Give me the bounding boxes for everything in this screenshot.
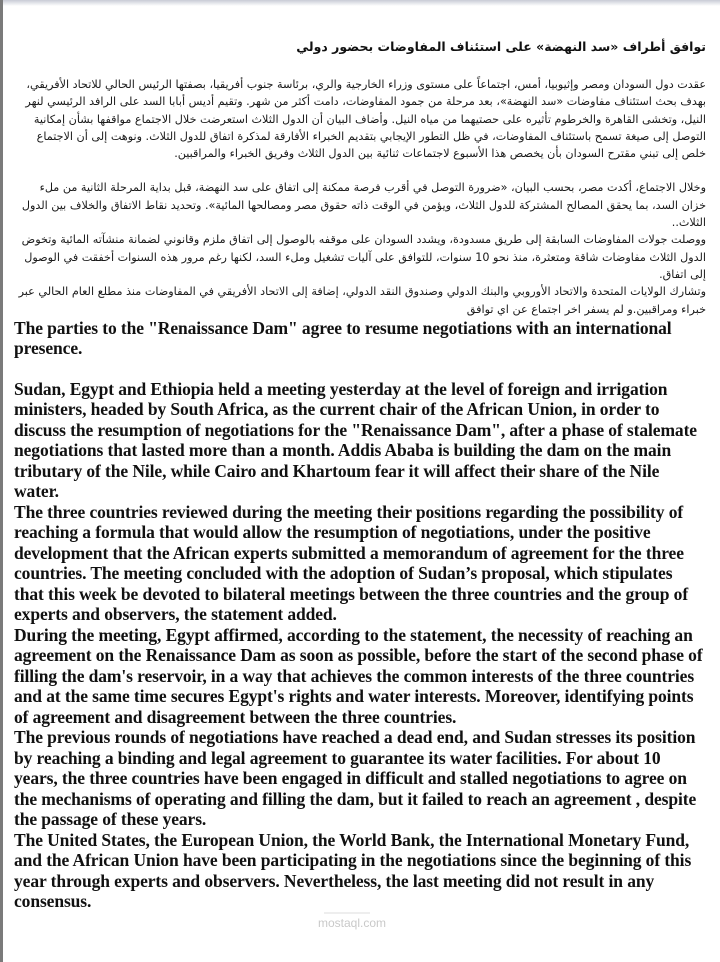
arabic-paragraph-3: ووصلت جولات المفاوضات السابقة إلى طريق مسدودة، ويشدد السودان على موقفه بالوصول إلى اتفاق ملزم وقانوني لضمانة منشآته المائية وتخوض الدول الثلاث مفاوضات شاقة ومتعثرة، منذ نحو 10 سنوات، للتوافق على آليات تشغيل وملء السد، لكنها رغم مرور هذه السنوات أخفقت في الوصول إلى اتفاق. bbox=[21, 233, 706, 281]
top-edge-shadow bbox=[0, 0, 720, 6]
spacer bbox=[14, 162, 706, 179]
english-article bbox=[14, 318, 706, 912]
english-paragraph-4: The previous rounds of negotiations have reached a dead end, and Sudan stresses its position by reaching a binding and legal agreement to guarantee its water facilities. For about 10 years, the three countries have been engaged in difficult and stalled negotiations to agree on the mechanisms of operating and filling the dam, but it failed to reach an agreement , despite the passage of these years. bbox=[14, 727, 697, 830]
arabic-paragraph-1: عقدت دول السودان ومصر وإثيوبيا، أمس، اجتماعاً على مستوى وزراء الخارجية والري، برئاسة جنوب أفريقيا، بصفتها الرئيس الحالي للاتحاد الأفريقي، بهدف بحث استئناف مفاوضات «سد النهضة»، بعد مرحلة من جمود المفاوضات، دامت أكثر من شهر. وتقيم أديس أبابا السد على الرافد الرئيسي لنهر النيل، وتخشى القاهرة والخرطوم تأثيره على حصتيهما من مياه النيل. وأضاف البيان أن الدول الثلاث استعرضت خلال الاجتماع مواقفها بشأن إمكانية التوصل إلى صيغة تسمح باستئناف المفاوضات، في ظل التطور الإيجابي بتقديم الخبراء الأفارقة لمذكرة اتفاق للدول الثلاث. ونوهت إلى أن الاجتماع خلص إلى تبني مقترح السودان بأن يخصص هذا الأسبوع لاجتماعات ثنائية بين الدول الثلاث وفريق الخبراء والمراقبين. bbox=[25, 78, 706, 161]
english-paragraph-1: Sudan, Egypt and Ethiopia held a meeting yesterday at the level of foreign and irrigation ministers, headed by South Africa, as the current chair of the African Union, in order to discuss the resumption of negotiations for the "Renaissance Dam", after a phase of stalemate negotiations that lasted more than a month. Addis Ababa is building the dam on the main tributary of the Nile, while Cairo and Khartoum fear it will affect their share of the Nile water. bbox=[14, 378, 697, 502]
english-paragraph-3: During the meeting, Egypt affirmed, according to the statement, the necessity of reaching an agreement on the Renaissance Dam as soon as possible, before the start of the second phase of filling the dam's reservoir, in a way that achieves the common interests of the three countries and at the same time secures Egypt's rights and water interests. Moreover, identifying points of agreement and disagreement between the three countries. bbox=[14, 624, 703, 727]
watermark-logo-icon bbox=[324, 896, 370, 914]
english-paragraph-5: The United States, the European Union, the World Bank, the International Monetary Fund, and the African Union have been participating in the negotiations since the beginning of this year through experts and observers. Nevertheless, the last meeting did not result in any consensus. bbox=[14, 829, 692, 912]
arabic-paragraph-2: وخلال الاجتماع، أكدت مصر، بحسب البيان، «ضرورة التوصل في أقرب فرصة ممكنة إلى اتفاق على سد النهضة، قبل بداية المرحلة الثانية من ملء خزان السد، بما يحقق المصالح المشتركة للدول الثلاث، ويؤمن في الوقت ذاته حقوق مصر ومصالحها المائية». وتحديد نقاط الاتفاق والخلاف بين الدول الثلاث.. bbox=[21, 181, 706, 230]
arabic-article bbox=[14, 38, 706, 318]
english-paragraph-2: The three countries reviewed during the meeting their positions regarding the possibility of reaching a formula that would allow the resumption of negotiations, under the positive development that the African experts submitted a memorandum of agreement for the three countries. The meeting concluded with the adoption of Sudan’s proposal, which stipulates that this week be devoted to bilateral meetings between the three countries and the group of experts and observers, the statement added. bbox=[14, 501, 689, 625]
english-headline: The parties to the "Renaissance Dam" agree to resume negotiations with an international presence. bbox=[14, 317, 672, 359]
document-page bbox=[14, 38, 706, 912]
watermark-text: mostaql.com bbox=[318, 916, 387, 930]
left-border bbox=[0, 0, 3, 962]
arabic-paragraph-4: وتشارك الولايات المتحدة والاتحاد الأوروبي والبنك الدولي وصندوق النقد الدولي، إضافة إلى الاتحاد الأفريقي في المفاوضات منذ مطلع العام الحالي عبر خبراء ومراقبين.و لم يسفر اخر اجتماع عن اي توافق bbox=[18, 285, 706, 316]
spacer bbox=[14, 359, 706, 379]
arabic-headline: توافق أطراف «سد النهضة» على استئناف المفاوضات بحضور دولي bbox=[296, 39, 706, 54]
